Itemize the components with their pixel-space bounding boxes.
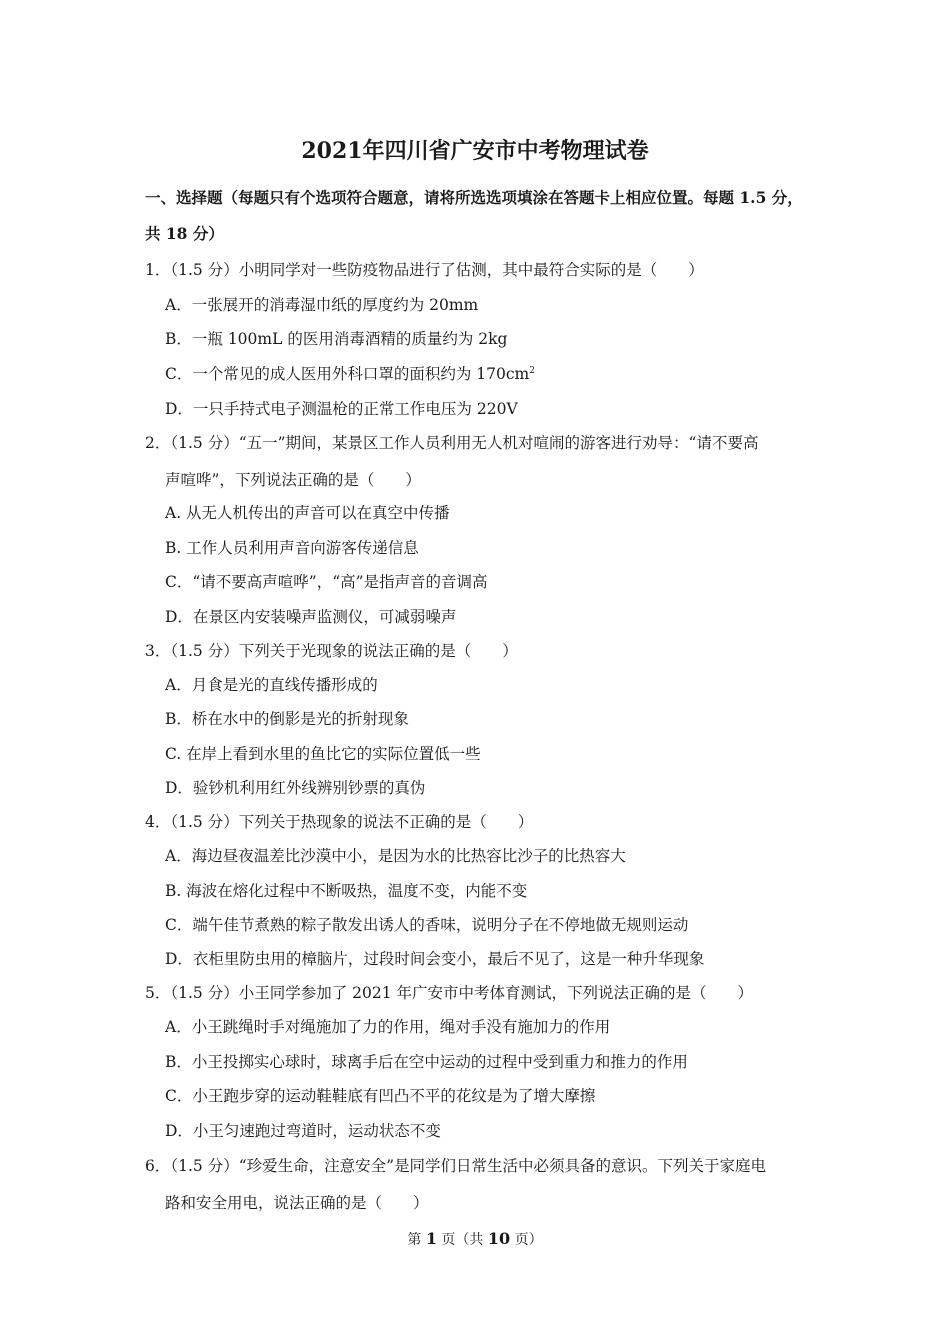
question-2-option-d: D．在景区内安装噪声监测仪，可减弱噪声 — [165, 608, 457, 626]
footer-middle: 页（共 — [436, 1232, 488, 1248]
question-4-option-a: A．海边昼夜温差比沙漠中小，是因为水的比热容比沙子的比热容大 — [165, 847, 626, 865]
page-number: 1 — [425, 1229, 437, 1248]
question-1-stem: 1．（1.5 分）小明同学对一些防疫物品进行了估测，其中最符合实际的是（ ） — [145, 261, 704, 279]
question-5-option-d: D．小王匀速跑过弯道时，运动状态不变 — [165, 1122, 441, 1140]
question-2-option-b: B. 工作人员利用声音向游客传递信息 — [165, 539, 419, 557]
question-2-option-a: A. 从无人机传出的声音可以在真空中传播 — [165, 504, 450, 522]
question-3-option-c: C. 在岸上看到水里的鱼比它的实际位置低一些 — [165, 745, 481, 763]
question-5-option-b: B．小王投掷实心球时，球离手后在空中运动的过程中受到重力和推力的作用 — [165, 1053, 688, 1071]
question-3-option-b: B．桥在水中的倒影是光的折射现象 — [165, 710, 409, 728]
superscript: 2 — [529, 365, 535, 376]
page-title: 2021年四川省广安市中考物理试卷 — [301, 138, 649, 164]
question-1-option-d: D．一只手持式电子测温枪的正常工作电压为 220V — [165, 400, 518, 418]
question-1-option-c-text: C．一个常见的成人医用外科口罩的面积约为 170cm — [165, 365, 530, 383]
question-3-option-a: A．月食是光的直线传播形成的 — [165, 676, 378, 694]
section-heading-line-2: 共 18 分） — [145, 224, 224, 243]
question-4-option-c: C．端午佳节煮熟的粽子散发出诱人的香味，说明分子在不停地做无规则运动 — [165, 916, 689, 934]
total-pages: 10 — [487, 1229, 511, 1248]
question-4-stem: 4．（1.5 分）下列关于热现象的说法不正确的是（ ） — [145, 813, 534, 831]
footer-prefix: 第 — [407, 1232, 426, 1248]
section-heading-line-1: 一、选择题（每题只有个选项符合题意，请将所选选项填涂在答题卡上相应位置。每题 1.5 分， — [145, 188, 803, 207]
question-3-stem: 3．（1.5 分）下列关于光现象的说法正确的是（ ） — [145, 642, 518, 660]
footer-suffix: 页） — [510, 1232, 543, 1248]
question-4-option-d: D．衣柜里防虫用的樟脑片，过段时间会变小，最后不见了，这是一种升华现象 — [165, 950, 705, 968]
question-5-option-a: A．小王跳绳时手对绳施加了力的作用，绳对手没有施加力的作用 — [165, 1018, 611, 1036]
question-3-option-d: D．验钞机利用红外线辨别钞票的真伪 — [165, 779, 426, 797]
question-5-stem: 5．（1.5 分）小王同学参加了 2021 年广安市中考体育测试，下列说法正确的是（ ） — [145, 984, 753, 1002]
question-1-option-a: A．一张展开的消毒湿巾纸的厚度约为 20mm — [165, 296, 479, 314]
question-5-option-c: C．小王跑步穿的运动鞋鞋底有凹凸不平的花纹是为了增大摩擦 — [165, 1087, 596, 1105]
question-1-option-b: B．一瓶 100mL 的医用消毒酒精的质量约为 2kg — [165, 330, 508, 348]
question-6-stem-line-1: 6．（1.5 分）“珍爱生命，注意安全”是同学们日常生活中必须具备的意识。下列关于家庭电 — [145, 1157, 767, 1175]
question-2-stem-line-2: 声喧哗”，下列说法正确的是（ ） — [165, 471, 421, 489]
question-6-stem-line-2: 路和安全用电，说法正确的是（ ） — [165, 1194, 429, 1212]
question-2-stem-line-1: 2．（1.5 分）“五一”期间，某景区工作人员利用无人机对喧闹的游客进行劝导：“请不要高 — [145, 434, 759, 452]
question-1-option-c — [165, 362, 535, 386]
question-2-option-c: C．“请不要高声喧哗”，“高”是指声音的音调高 — [165, 573, 488, 591]
page-footer — [0, 1228, 950, 1251]
question-4-option-b: B. 海波在熔化过程中不断吸热，温度不变，内能不变 — [165, 882, 528, 900]
